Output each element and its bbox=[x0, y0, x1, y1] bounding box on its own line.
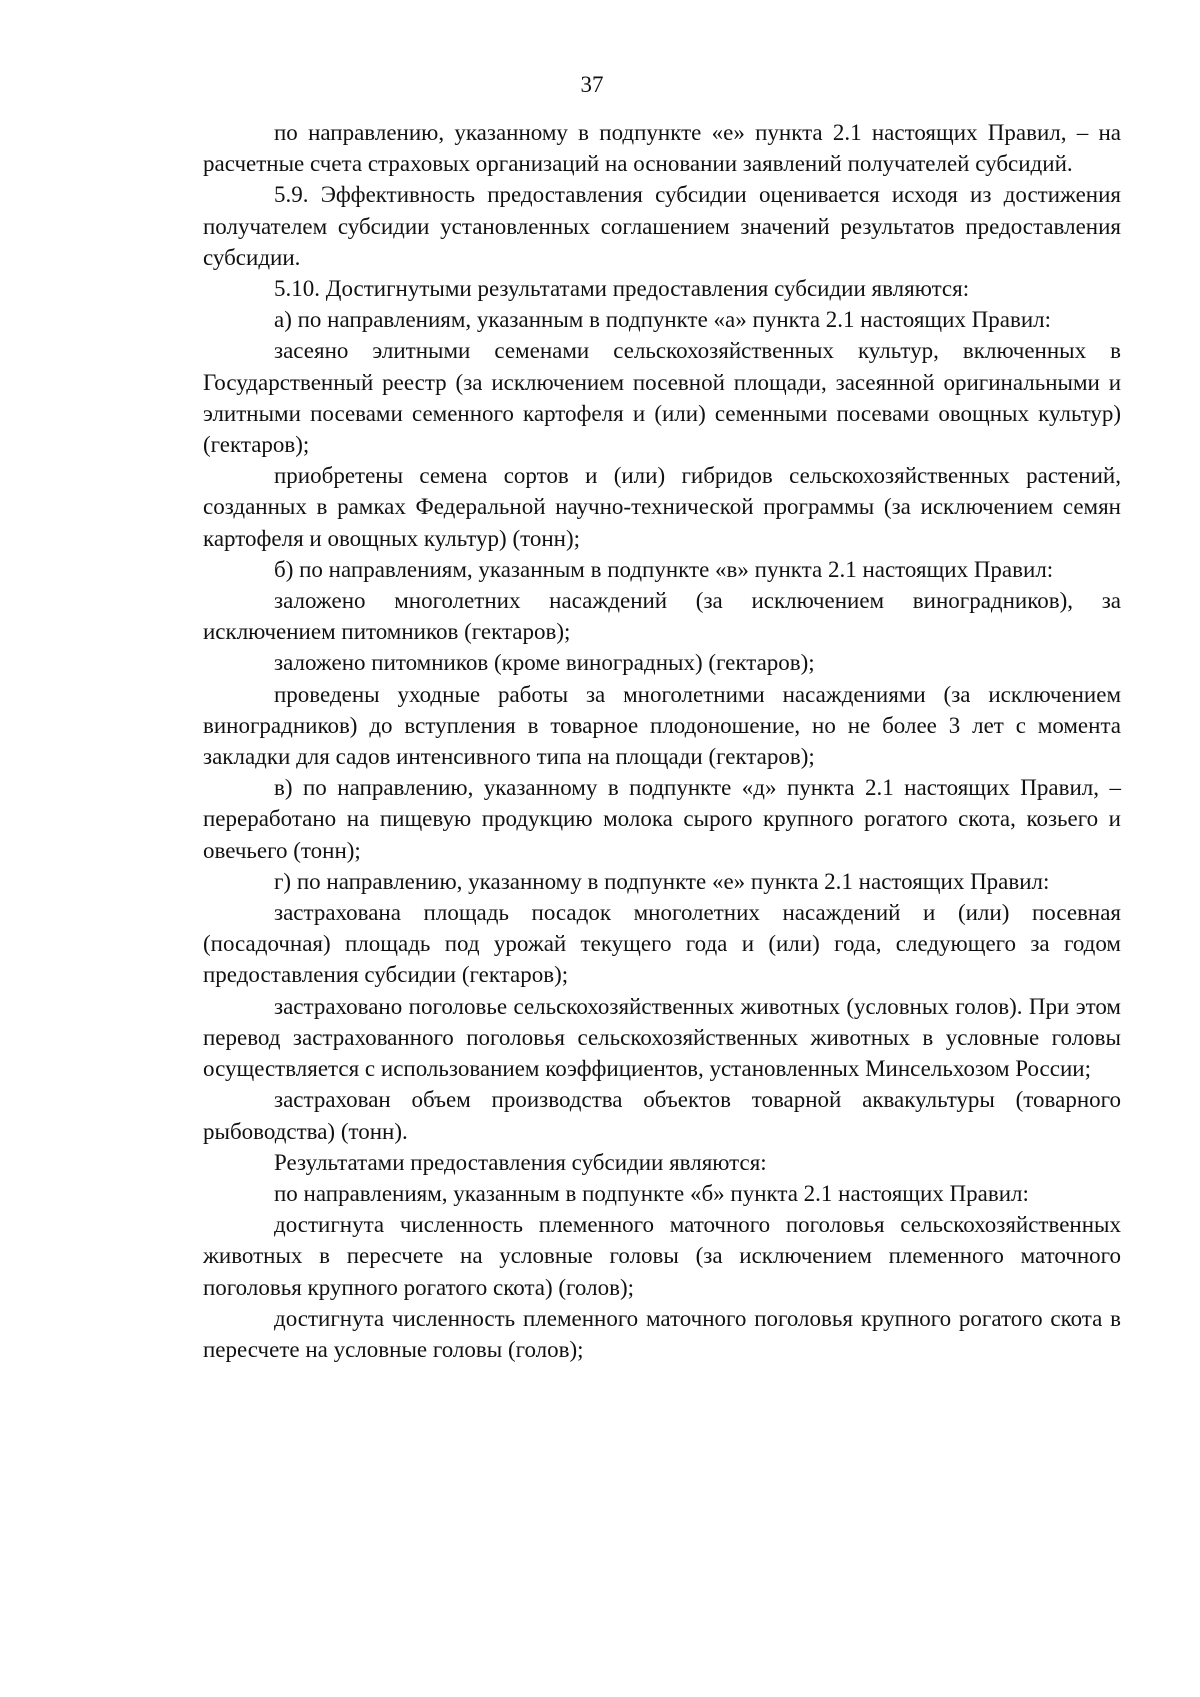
paragraph: достигнута численность племенного маточного поголовья крупного рогатого скота в пересчете на условные головы (голов); bbox=[203, 1305, 1121, 1362]
paragraph: застраховано поголовье сельскохозяйственных животных (условных голов). При этом перевод застрахованного поголовья сельскохозяйственных животных в условные головы осуществляется с использованием коэффициентов, установленных Минсельхозом России; bbox=[203, 993, 1121, 1082]
paragraph: застрахована площадь посадок многолетних насаждений и (или) посевная (посадочная) площадь под урожай текущего года и (или) года, следующего за годом предоставления субсидии (гектаров); bbox=[203, 900, 1121, 988]
page-number: 37 bbox=[580, 72, 604, 97]
paragraph: 5.9. Эффективность предоставления субсидии оценивается исходя из достижения получателем субсидии установленных соглашением значений результатов предоставления субсидии. bbox=[203, 182, 1121, 270]
paragraph: 5.10. Достигнутыми результатами предоставления субсидии являются: bbox=[274, 276, 970, 302]
paragraph: в) по направлению, указанному в подпункте «д» пункта 2.1 настоящих Правил, – переработано на пищевую продукцию молока сырого крупного рогатого скота, козьего и овечьего (тонн); bbox=[203, 775, 1121, 863]
paragraph: а) по направлениям, указанным в подпункте «а» пункта 2.1 настоящих Правил: bbox=[274, 307, 1052, 333]
paragraph: г) по направлению, указанному в подпункте «е» пункта 2.1 настоящих Правил: bbox=[274, 868, 1050, 894]
paragraph: достигнута численность племенного маточного поголовья сельскохозяйственных животных в пересчете на условные головы (за исключением племенного маточного поголовья крупного рогатого скота) (голов); bbox=[203, 1212, 1121, 1300]
paragraph: заложено питомников (кроме виноградных) (гектаров); bbox=[274, 650, 815, 676]
paragraph: приобретены семена сортов и (или) гибридов сельскохозяйственных растений, созданных в рамках Федеральной научно-технической программы (за исключением семян картофеля и овощных культур) (тонн); bbox=[203, 463, 1121, 551]
paragraph: по направлениям, указанным в подпункте «б» пункта 2.1 настоящих Правил: bbox=[274, 1180, 1029, 1206]
paragraph: проведены уходные работы за многолетними насаждениями (за исключением виноградников) до вступления в товарное плодоношение, но не более 3 лет с момента закладки для садов интенсивного типа на площади (гектаров); bbox=[203, 681, 1121, 770]
document-body bbox=[203, 117, 1121, 1365]
paragraph: застрахован объем производства объектов товарной аквакультуры (товарного рыбоводства) (тонн). bbox=[203, 1087, 1121, 1144]
paragraph: Результатами предоставления субсидии являются: bbox=[274, 1149, 767, 1175]
paragraph: заложено многолетних насаждений (за исключением виноградников), за исключением питомников (гектаров); bbox=[203, 588, 1121, 645]
paragraph: по направлению, указанному в подпункте «е» пункта 2.1 настоящих Правил, – на расчетные счета страховых организаций на основании заявлений получателей субсидий. bbox=[203, 120, 1121, 177]
paragraph: засеяно элитными семенами сельскохозяйственных культур, включенных в Государственный реестр (за исключением посевной площади, засеянной оригинальными и элитными посевами семенного картофеля и (или) семенными посевами овощных культур) (гектаров); bbox=[203, 338, 1121, 458]
paragraph: б) по направлениям, указанным в подпункте «в» пункта 2.1 настоящих Правил: bbox=[274, 556, 1054, 582]
